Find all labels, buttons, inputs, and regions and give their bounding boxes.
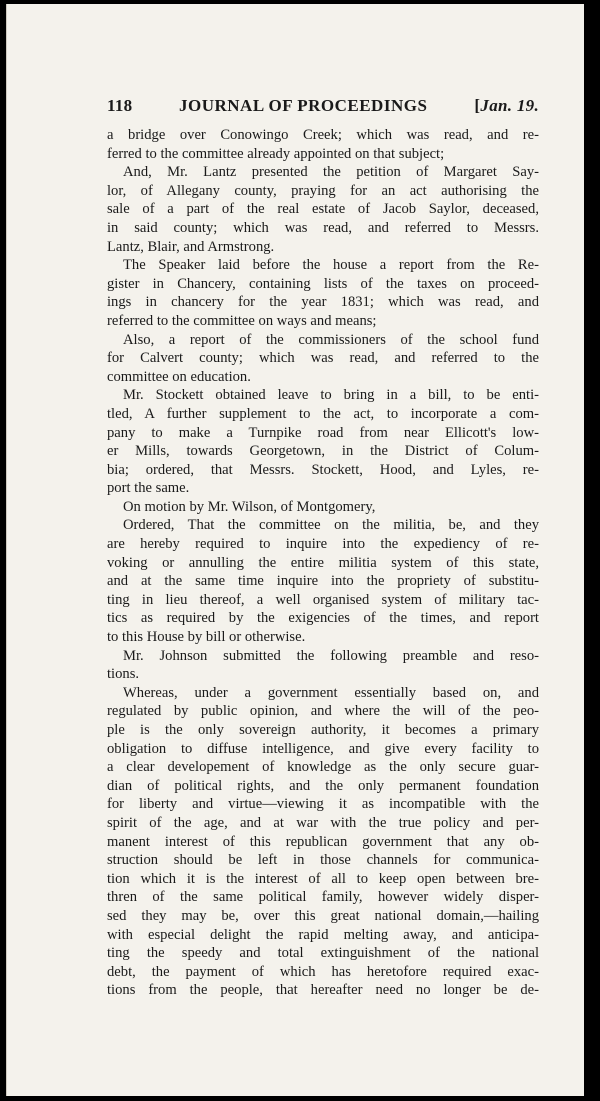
text-line: debt, the payment of which has heretofore required exac- [107,963,539,980]
text-line: Mr. Johnson submitted the following preamble and reso- [123,647,539,664]
text-line: to this House by bill or otherwise. [107,629,306,646]
text-line: and at the same time inquire into the propriety of substitu- [107,573,539,590]
text-line: Ordered, That the committee on the militia, be, and they [123,517,539,534]
text-line: sed they may be, over this great national domain,—hailing [107,907,539,924]
text-line: er Mills, towards Georgetown, in the District of Colum- [107,443,539,460]
text-line: ings in chancery for the year 1831; which was read, and [107,294,539,311]
text-line: ting in lieu thereof, a well organised system of military tac- [107,591,539,608]
text-line: On motion by Mr. Wilson, of Montgomery, [123,498,376,515]
text-line: lor, of Allegany county, praying for an act authorising the [107,182,539,199]
text-line: pany to make a Turnpike road from near Ellicott's low- [107,424,539,441]
text-line: a clear developement of knowledge as the only secure guar- [107,759,539,776]
text-line: sale of a part of the real estate of Jacob Saylor, deceased, [107,201,539,218]
date-heading [474,96,539,116]
text-line: struction should be left in those channels for communica- [107,852,539,869]
text-line: Also, a report of the commissioners of the school fund [123,331,539,348]
text-line: tion which it is the interest of all to keep open between bre- [107,870,539,887]
page-content [107,96,539,1000]
text-line: port the same. [107,480,190,497]
book-page [6,4,585,1096]
text-line: And, Mr. Lantz presented the petition of Margaret Say- [123,164,539,181]
page-number: 118 [107,96,133,115]
text-line: voking or annulling the entire militia system of this state, [107,554,539,571]
text-line: gister in Chancery, containing lists of the taxes on proceed- [107,275,539,292]
text-line: ferred to the committee already appointed on that subject; [107,145,445,162]
text-line: bia; ordered, that Messrs. Stockett, Hood, and Lyles, re- [107,461,539,478]
text-line: with especial delight the rapid melting away, and anticipa- [107,926,539,943]
text-line: Mr. Stockett obtained leave to bring in a bill, to be enti- [123,387,539,404]
text-line: Whereas, under a government essentially based on, and [123,684,539,701]
text-line: ple is the only sovereign authority, it becomes a primary [107,722,539,738]
text-line: tled, A further supplement to the act, to incorporate a com- [107,405,539,422]
text-line: committee on education. [107,368,251,385]
text-line: for liberty and virtue—viewing it as incompatible with the [107,796,539,813]
text-line: in said county; which was read, and referred to Messrs. [107,219,539,236]
text-line: tics as required by the exigencies of the times, and report [107,610,539,627]
text-line: ting the speedy and total extinguishment of the national [107,945,539,962]
journal-title: JOURNAL OF PROCEEDINGS [179,96,428,115]
date-bracket: [ [474,96,481,115]
scan-edge-shadow [584,0,600,1101]
text-line: thren of the same political family, however widely disper- [107,889,539,906]
text-line: Lantz, Blair, and Armstrong. [107,238,275,255]
text-line: obligation to diffuse intelligence, and give every facility to [107,740,539,757]
text-line: tions from the people, that hereafter need no longer be de- [107,982,539,999]
text-line: for Calvert county; which was read, and referred to the [107,350,539,367]
text-line: dian of political rights, and the only permanent foundation [107,777,539,794]
text-line: spirit of the age, and at war with the true policy and per- [107,814,539,831]
text-line: regulated by public opinion, and where the will of the peo- [107,703,539,720]
journal-body-text [107,126,539,1000]
date-text: Jan. 19. [480,96,539,115]
text-line: referred to the committee on ways and means; [107,312,377,329]
text-line: are hereby required to inquire into the expediency of re- [107,536,539,553]
text-line: tions. [107,666,140,683]
text-line: a bridge over Conowingo Creek; which was read, and re- [107,127,539,143]
running-head [107,96,539,122]
text-line: The Speaker laid before the house a report from the Re- [123,257,539,274]
text-line: manent interest of this republican government that any ob- [107,833,539,850]
